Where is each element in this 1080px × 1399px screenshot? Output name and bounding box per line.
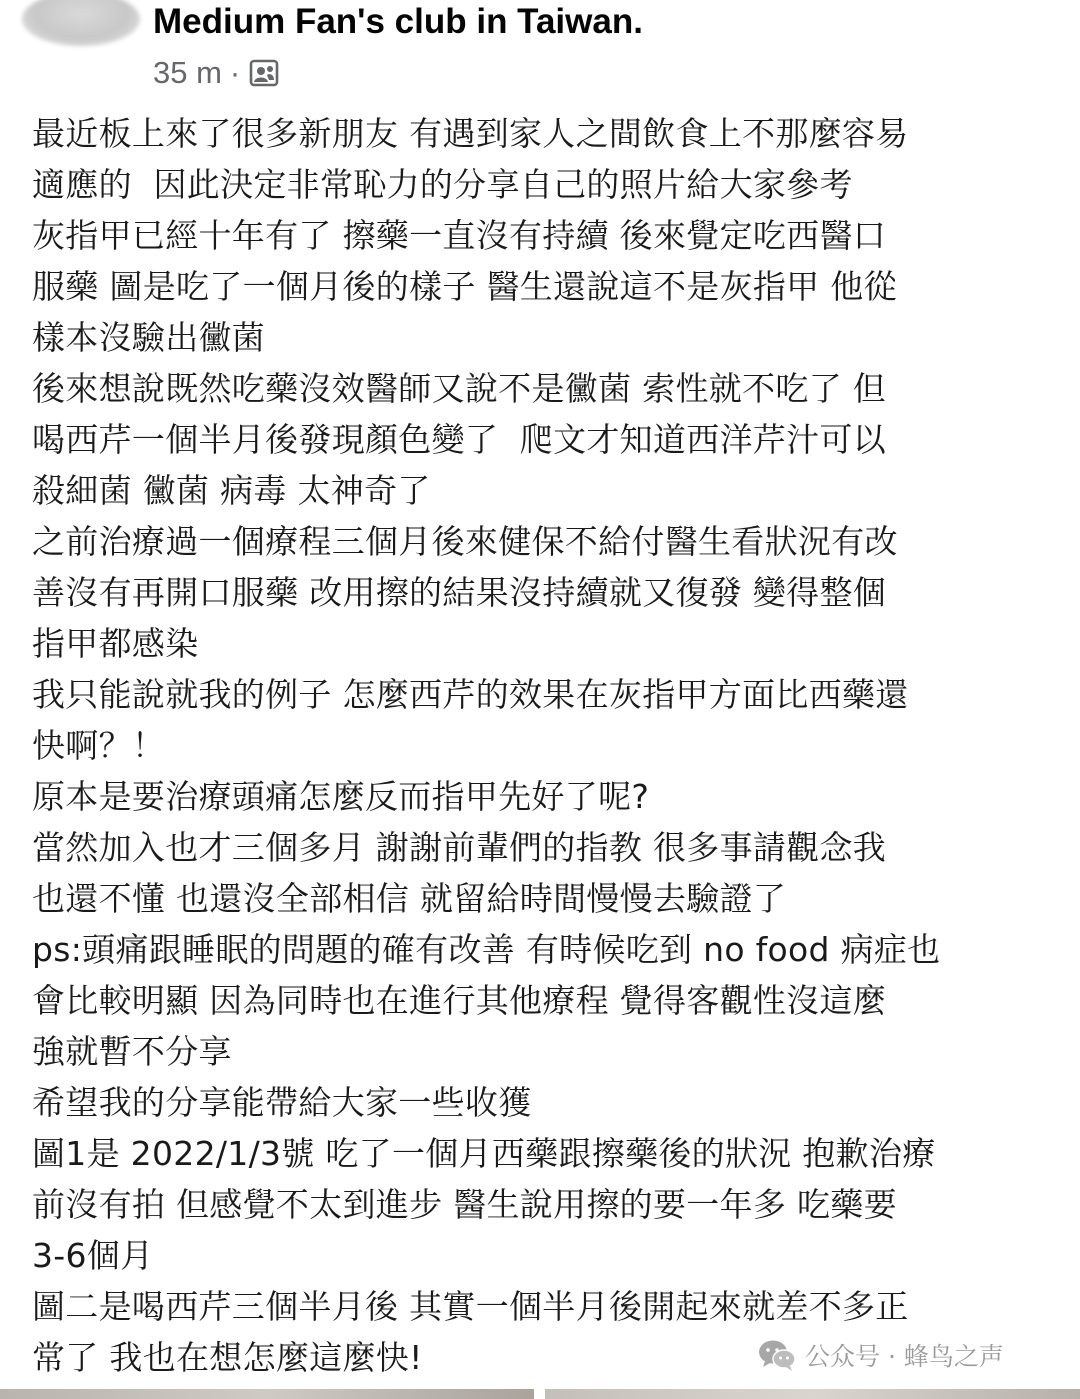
post-text-line: 灰指甲已經十年有了 擦藥一直沒有持續 後來覺定吃西醫口 <box>32 216 887 255</box>
post-text-line: 後來想說既然吃藥沒效醫師又說不是黴菌 索性就不吃了 但 <box>32 369 887 408</box>
attached-photo-1[interactable] <box>0 1389 534 1399</box>
group-privacy-icon[interactable] <box>248 57 280 89</box>
post-text-line: 服藥 圖是吃了一個月後的樣子 醫生還說這不是灰指甲 他從 <box>32 267 897 306</box>
post-meta <box>153 54 280 92</box>
post-text-line: 會比較明顯 因為同時也在進行其他療程 覺得客觀性沒這麼 <box>32 981 887 1020</box>
post-text-line: 我只能說就我的例子 怎麼西芹的效果在灰指甲方面比西藥還 <box>32 675 909 714</box>
post-text-line: 指甲都感染 <box>32 624 199 663</box>
post-text-line: 希望我的分享能帶給大家一些收獲 <box>32 1083 532 1122</box>
post-text-line: 樣本沒驗出黴菌 <box>32 318 266 357</box>
post-text-line: 也還不懂 也還沒全部相信 就留給時間慢慢去驗證了 <box>32 879 787 918</box>
meta-separator: · <box>229 55 241 90</box>
post-text-line: 圖1是 2022/1/3號 吃了一個月西藥跟擦藥後的狀況 抱歉治療 <box>32 1134 936 1173</box>
post-text-line: 強就暫不分享 <box>32 1032 232 1071</box>
wechat-icon <box>757 1337 797 1373</box>
post-text-line: 適應的 因此決定非常恥力的分享自己的照片給大家參考 <box>32 165 853 204</box>
post-text-line: 快啊？！ <box>32 726 166 765</box>
post-text-line: 喝西芹一個半月後發現顏色變了 爬文才知道西洋芹汁可以 <box>32 420 887 459</box>
post-text-line: 常了 我也在想怎麼這麼快! <box>32 1338 423 1377</box>
post-text-line: 最近板上來了很多新朋友 有遇到家人之間飲食上不那麼容易 <box>32 114 909 153</box>
post-text-line: 圖二是喝西芹三個半月後 其實一個半月後開起來就差不多正 <box>32 1287 909 1326</box>
post-text-line: ps:頭痛跟睡眠的問題的確有改善 有時候吃到 no food 病症也 <box>32 930 941 969</box>
post-text-line: 善沒有再開口服藥 改用擦的結果沒持續就又復發 變得整個 <box>32 573 887 612</box>
post-text-line: 原本是要治療頭痛怎麼反而指甲先好了呢? <box>32 777 650 816</box>
post-time[interactable]: 35 m <box>153 55 222 90</box>
post-text-line: 當然加入也才三個多月 謝謝前輩們的指教 很多事請觀念我 <box>32 828 887 867</box>
post-text-line: 之前治療過一個療程三個月後來健保不給付醫生看狀況有改 <box>32 522 898 561</box>
watermark-text: 公众号 · 蜂鸟之声 <box>805 1342 1004 1371</box>
author-avatar[interactable] <box>22 0 140 46</box>
post-text-line: 殺細菌 黴菌 病毒 太神奇了 <box>32 471 431 510</box>
watermark <box>757 1333 1004 1377</box>
attached-photo-2[interactable] <box>545 1389 1080 1399</box>
post-text-line: 3-6個月 <box>32 1236 154 1275</box>
post-body <box>32 108 1062 1383</box>
group-name[interactable]: Medium Fan's club in Taiwan. <box>153 2 643 41</box>
post-text-line: 前沒有拍 但感覺不太到進步 醫生說用擦的要一年多 吃藥要 <box>32 1185 897 1224</box>
